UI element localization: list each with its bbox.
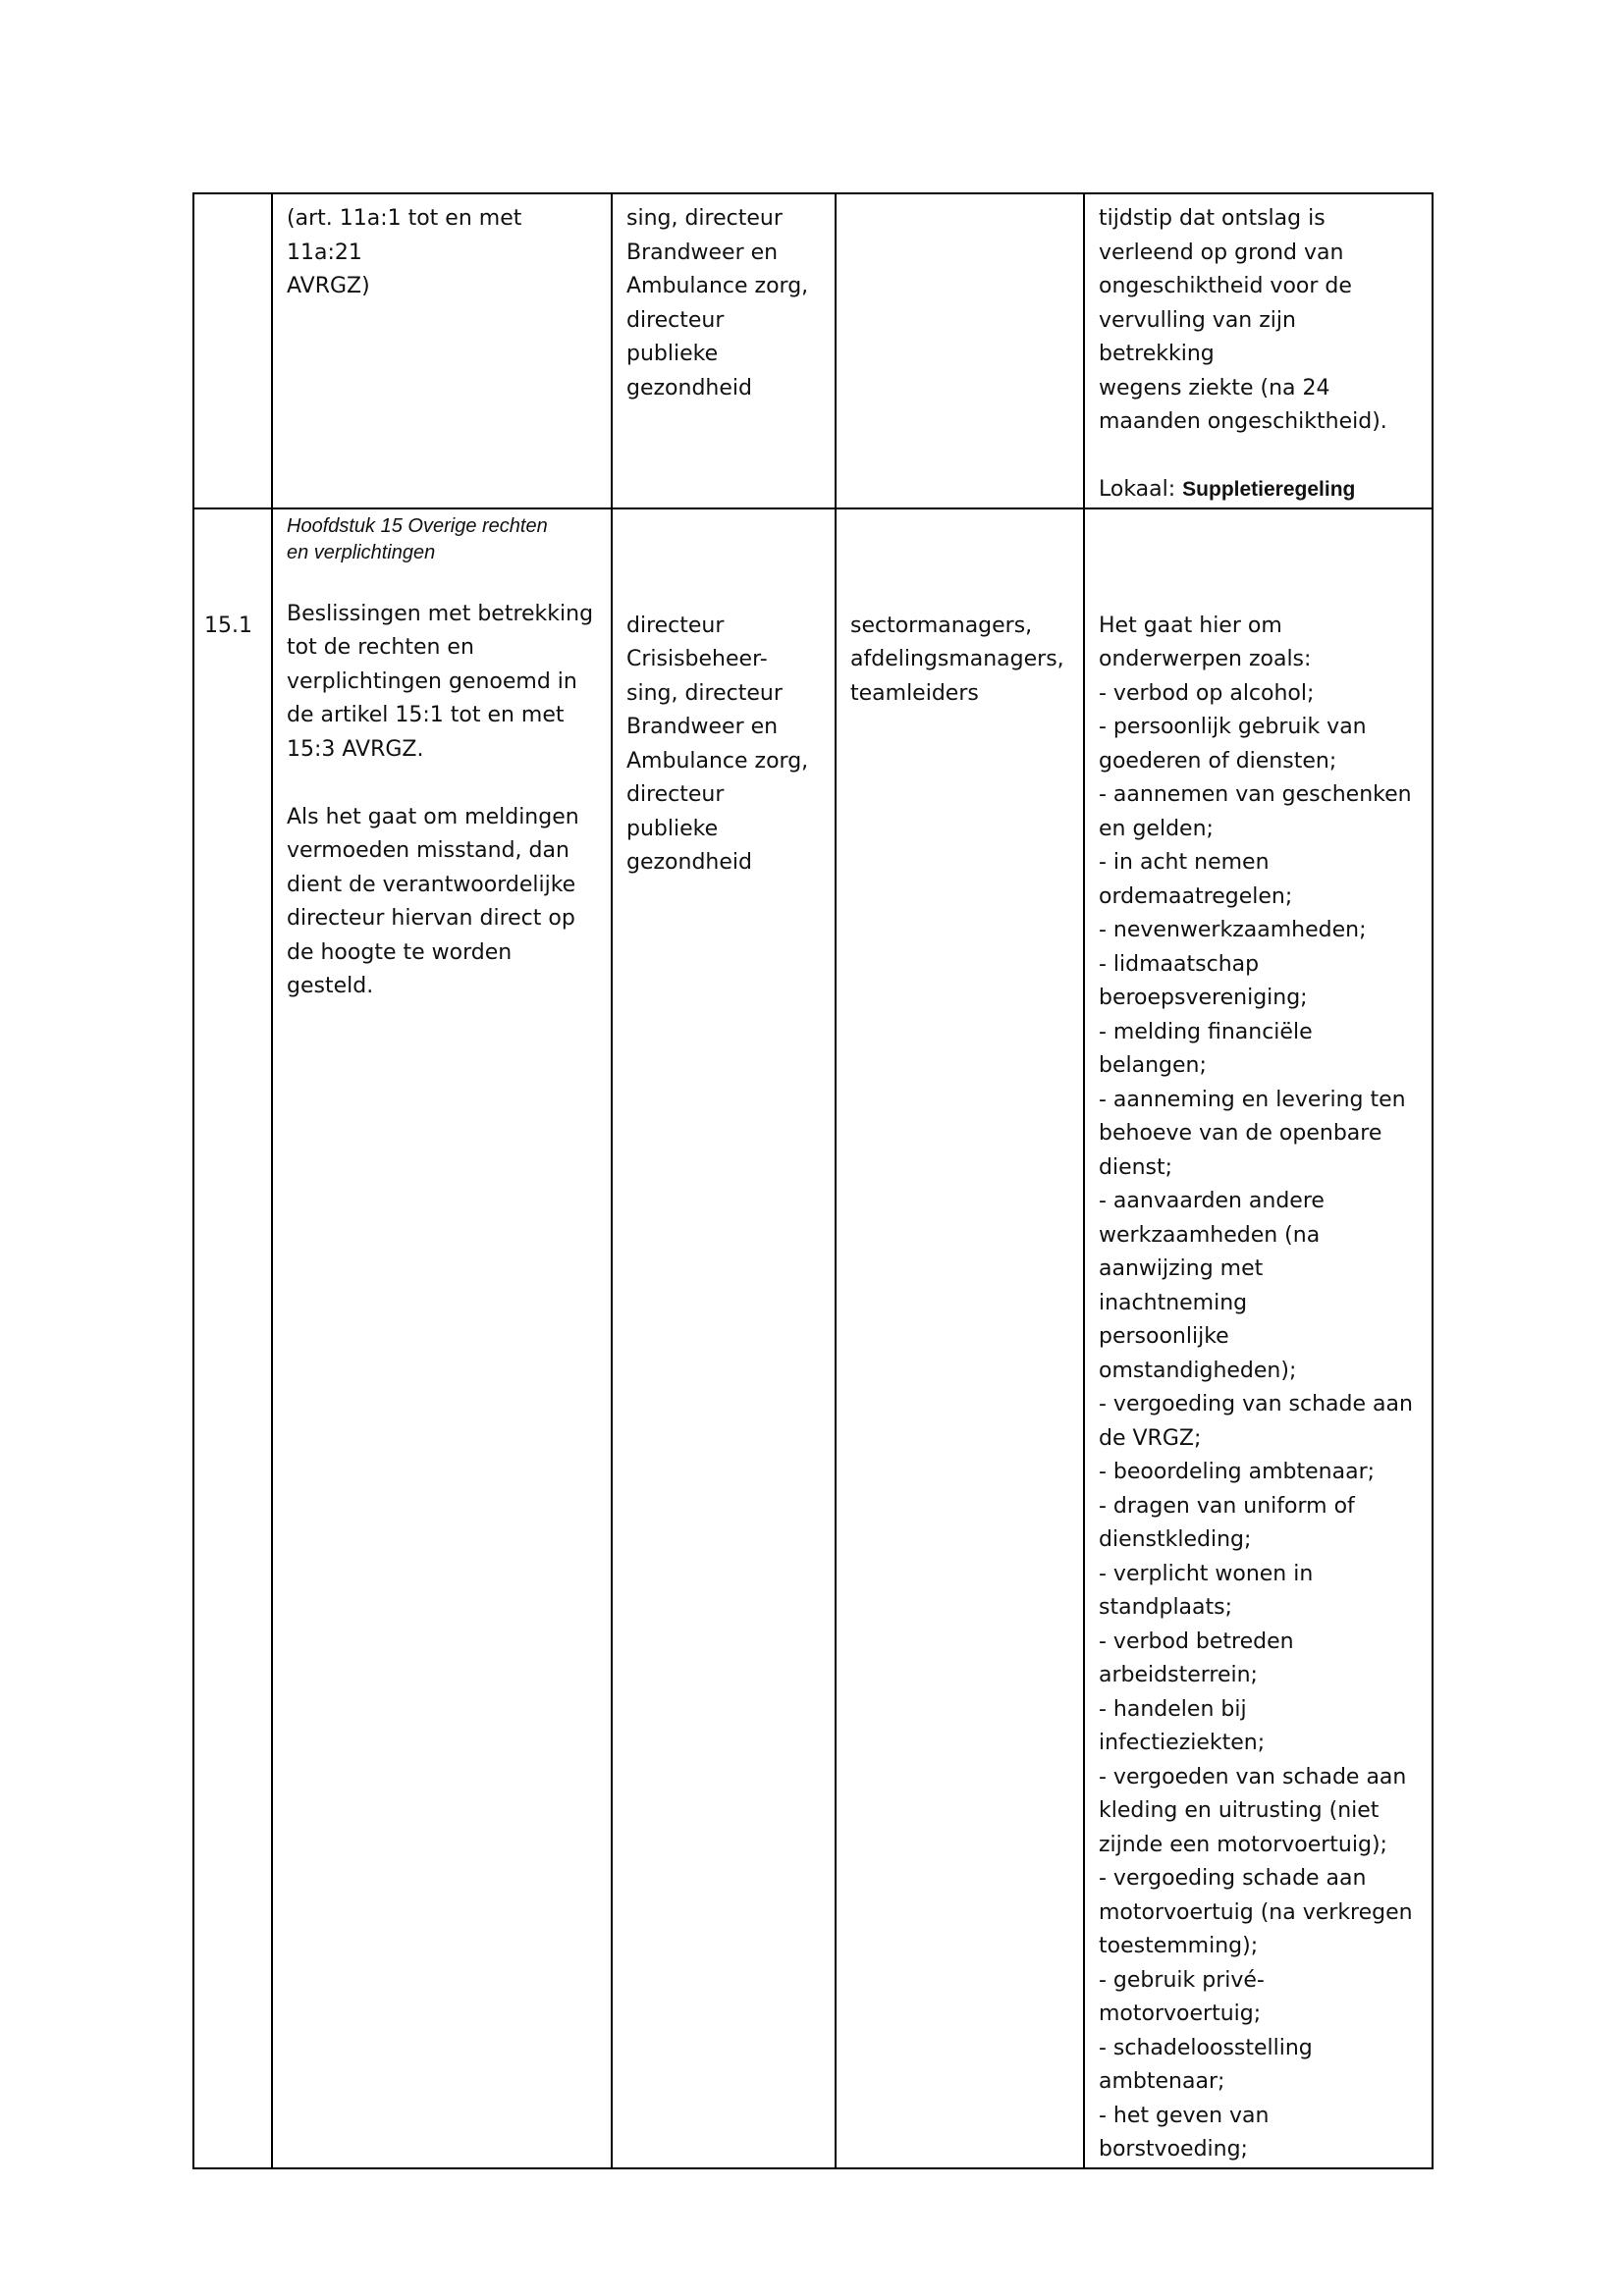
subject-paragraph-2: Als het gaat om meldingen vermoeden misstand, dan dient de verantwoordelijke directeur hiervan direct op de hoogte te worden gesteld. (287, 804, 579, 998)
row-number-cell (193, 193, 272, 508)
mandate-table (192, 192, 1434, 2169)
remarks-text: Het gaat hier om onderwerpen zoals: - verbod op alcohol; - persoonlijk gebruik van goederen of diensten; - aannemen van geschenken en gelden; - in acht nemen ordemaatregelen; - nevenwerkzaamheden; - lidmaatschap beroepsvereniging; - melding financiële belangen; - aanneming en levering ten behoeve van de openbare dienst; - aanvaarden andere werkzaamheden (na aanwijzing met inachtneming persoonlijke omstandigheden); - vergoeding van schade aan de VRGZ; - beoordeling ambtenaar; - dragen van uniform of dienstkleding; - verplicht wonen in standplaats; - verbod betreden arbeidsterrein; - handelen bij infectieziekten; - vergoeden van schade aan kleding en uitrusting (niet zijnde een motorvoertuig); - vergoeding schade aan motorvoertuig (na verkregen toestemming); - gebruik privé- motorvoertuig; - schadeloosstelling ambtenaar; - het geven van borstvoeding; (1099, 613, 1413, 2162)
subject-paragraph-1: Beslissingen met betrekking tot de rechten en verplichtingen genoemd in de artikel 15:1 tot en met 15:3 AVRGZ. (287, 601, 594, 762)
submandate-text: sectormanagers, afdelingsmanagers, teamleiders (850, 613, 1064, 706)
local-regulation (1099, 477, 1355, 502)
subject-text: (art. 11a:1 tot en met 11a:21 AVRGZ) (287, 206, 522, 298)
remarks-text: tijdstip dat ontslag is verleend op grond van ongeschiktheid voor de vervulling van zijn betrekking wegens ziekte (na 24 maanden ongeschiktheid). (1099, 206, 1387, 434)
remarks-cell (1084, 508, 1433, 2168)
local-value: Suppletieregeling (1182, 478, 1356, 501)
subject-cell (272, 508, 612, 2168)
mandated-to-cell (612, 508, 836, 2168)
remarks-cell (1084, 193, 1433, 508)
row-number: 15.1 (204, 613, 252, 638)
mandated-to-text: directeur Crisisbeheer- sing, directeur Brandweer en Ambulance zorg, directeur publieke gezondheid (626, 613, 809, 875)
chapter-heading: Hoofdstuk 15 Overige rechten en verplichtingen (287, 514, 548, 563)
submandate-cell (836, 193, 1084, 508)
table-row-continued (193, 193, 1433, 508)
mandated-to-cell (612, 193, 836, 508)
table-row-15-1 (193, 508, 1433, 2168)
mandated-to-text: sing, directeur Brandweer en Ambulance zorg, directeur publieke gezondheid (626, 206, 809, 400)
local-label: Lokaal: (1099, 477, 1183, 502)
subject-cell (272, 193, 612, 508)
row-number-cell (193, 508, 272, 2168)
submandate-cell (836, 508, 1084, 2168)
